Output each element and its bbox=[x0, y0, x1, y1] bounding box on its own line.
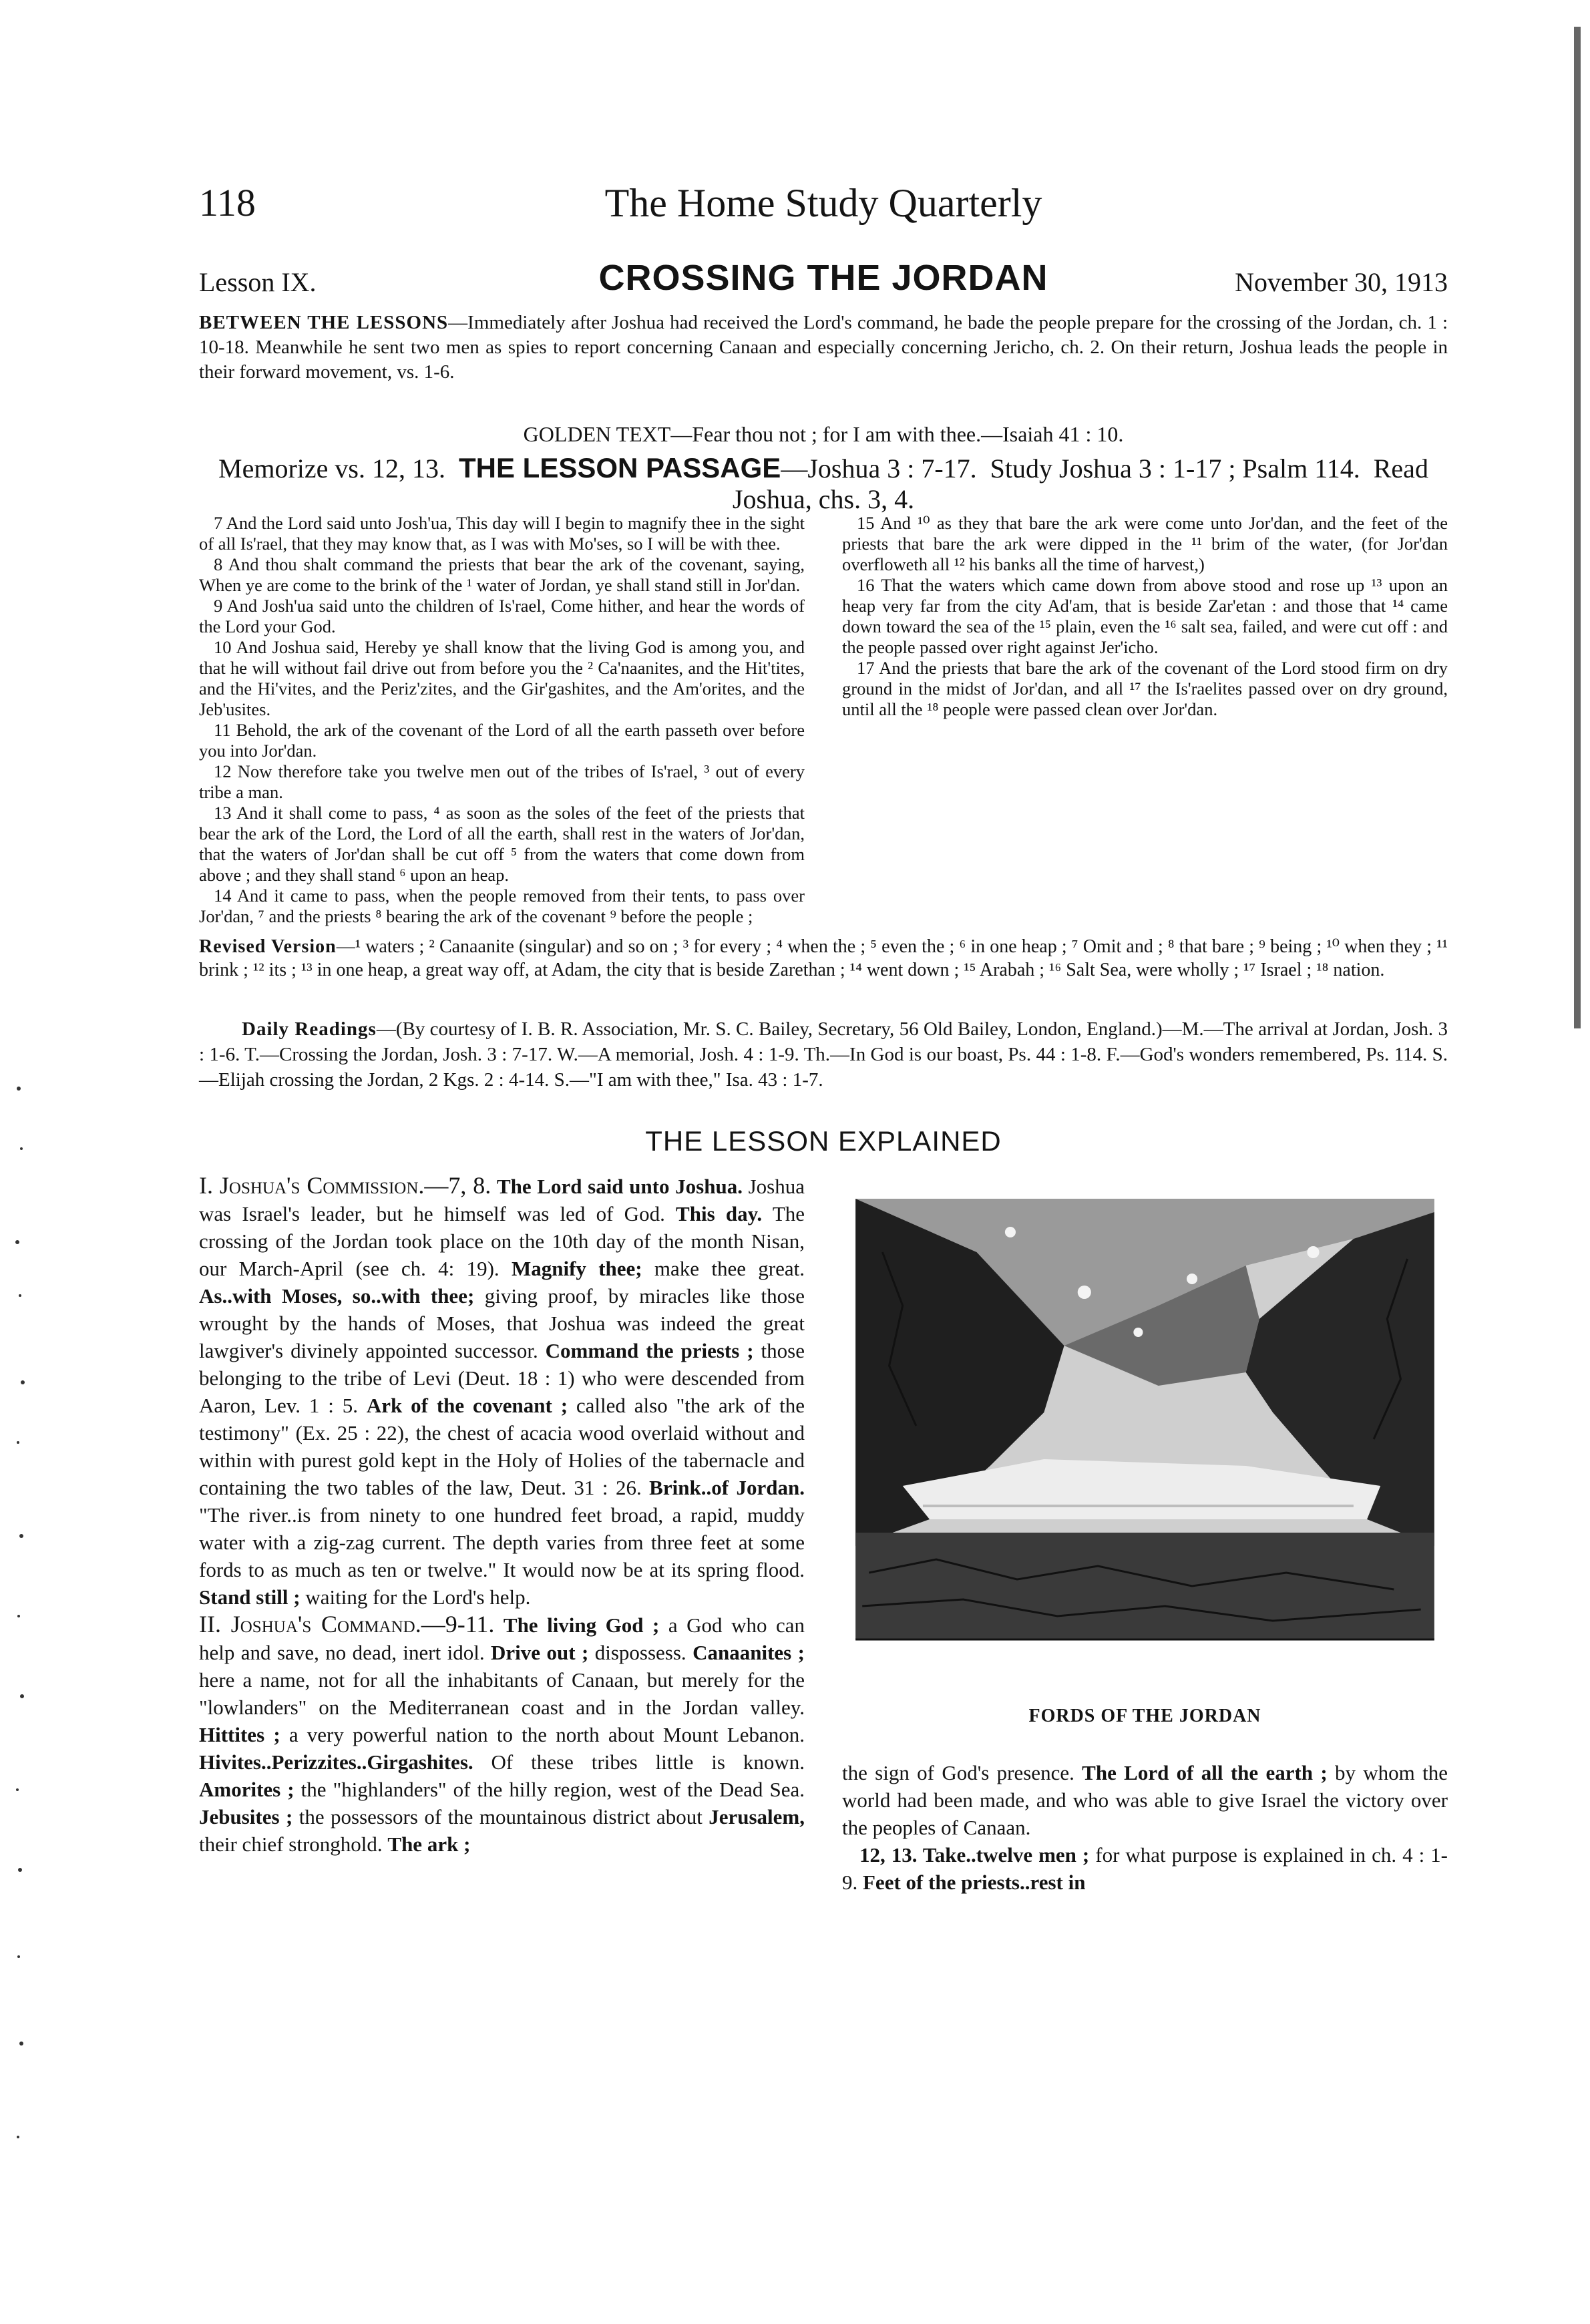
gloss: their chief stronghold. bbox=[199, 1832, 388, 1856]
term: Hittites ; bbox=[199, 1723, 280, 1746]
lesson-header bbox=[199, 257, 1448, 304]
term: The ark ; bbox=[387, 1832, 471, 1856]
gloss: dispossess. bbox=[588, 1641, 693, 1664]
command-heading: II. Joshua's Command.—9-11. bbox=[199, 1611, 495, 1637]
gloss: giving proof, by miracles like those wrought by the hands of Moses, that Joshua was indeed the great lawgiver's divinely appointed successor. bbox=[199, 1284, 805, 1362]
verse-13: 13 And it shall come to pass, ⁴ as soon as the soles of the feet of the priests that bear the ark of the Lord, the Lord of all the earth, shall rest in the waters of Jor'dan, that the waters of Jor'dan shall be cut off ⁵ from the waters that come down from above ; and they shall stand ⁶ upon an heap. bbox=[199, 803, 805, 885]
margin-specks bbox=[12, 1069, 32, 2204]
fords-of-jordan-figure bbox=[842, 1172, 1448, 1730]
verse-8: 8 And thou shalt command the priests that bear the ark of the covenant, saying, When ye are come to the brink of the ¹ water of Jordan, ye shall stand still in Jor'dan. bbox=[199, 554, 805, 595]
term: Magnify thee; bbox=[511, 1257, 642, 1280]
gloss: called also "the ark of the testimony" (Ex. 25 : 22), the chest of acacia wood overlaid without and within with purest gold kept in the Holy of Holies of the tabernacle and containing the two tables of the law, Deut. 31 : 26. bbox=[199, 1394, 805, 1499]
section-command bbox=[199, 1611, 805, 1858]
gloss: The crossing of the Jordan took place on the 10th day of the month Nisan, our March-April (see ch. 4: 19). bbox=[199, 1202, 805, 1280]
verse-17: 17 And the priests that bare the ark of the covenant of the Lord stood firm on dry ground in the midst of Jor'dan, and all ¹⁷ the Is'raelites passed over on dry ground, until all the ¹⁸ people were passed clean over Jor'dan. bbox=[842, 658, 1448, 719]
verse-12: 12 Now therefore take you twelve men out of the tribes of Is'rael, ³ out of every tribe a man. bbox=[199, 761, 805, 802]
gloss: those belonging to the tribe of Levi (Deut. 18 : 1) who were descended from Aaron, Lev. 1 : 5. bbox=[199, 1339, 805, 1417]
gloss: by whom the world had been made, and who was able to give Israel the victory over the peoples of Canaan. bbox=[842, 1761, 1448, 1839]
verse-16: 16 That the waters which came down from above stood and rose up ¹³ upon an heap very far from the city Ad'am, that is beside Zar'etan : and those that ¹⁴ came down toward the sea of the ¹⁵ plain, even the ¹⁶ salt sea, failed, and were cut off : and the people passed over right against Jer'icho. bbox=[842, 575, 1448, 657]
gloss: the sign of God's presence. bbox=[842, 1761, 1082, 1784]
verse-7: 7 And the Lord said unto Josh'ua, This day will I begin to magnify thee in the sight of all Is'rael, that they may know that, as I was with Mo'ses, so I will be with thee. bbox=[199, 513, 805, 554]
term: Feet of the priests..rest in bbox=[863, 1871, 1086, 1894]
term: As..with Moses, so..with thee; bbox=[199, 1284, 475, 1308]
lesson-explained-heading: THE LESSON EXPLAINED bbox=[645, 1125, 1002, 1157]
lesson-explained bbox=[199, 1172, 1448, 2227]
between-the-lessons bbox=[199, 311, 1448, 385]
page-edge-mark bbox=[1574, 27, 1581, 1028]
passage-title: THE LESSON PASSAGE bbox=[459, 452, 781, 483]
verse-9: 9 And Josh'ua said unto the children of Is'rael, Come hither, and hear the words of the Lord your God. bbox=[199, 596, 805, 636]
read-ref: Read Joshua, chs. 3, 4. bbox=[732, 453, 1428, 514]
gloss: waiting for the Lord's help. bbox=[300, 1585, 531, 1609]
term: The living God ; bbox=[503, 1613, 660, 1637]
term: Drive out ; bbox=[491, 1641, 589, 1664]
section-command-cont bbox=[842, 1759, 1448, 1841]
revised-text: —¹ waters ; ² Canaanite (singular) and so on ; ³ for every ; ⁴ when the ; ⁵ even the ; ⁶ in one heap ; ⁷ Omit and ; ⁸ that bare ; ⁹ being ; ¹⁰ when they ; ¹¹ brink ; ¹² its ; ¹³ in one heap, a great way off, at Adam, the city that is beside Zarethan ; ¹⁴ went down ; ¹⁵ Arabah ; ¹⁶ Salt Sea, were wholly ; ¹⁷ Israel ; ¹⁸ nation. bbox=[199, 936, 1448, 980]
term: Stand still ; bbox=[199, 1585, 301, 1609]
page-number: 118 bbox=[199, 181, 256, 224]
term: Amorites ; bbox=[199, 1778, 294, 1801]
term: The Lord said unto Joshua. bbox=[496, 1175, 743, 1198]
lesson-date: November 30, 1913 bbox=[1235, 267, 1448, 297]
passage-ref: —Joshua 3 : 7-17. bbox=[781, 453, 977, 483]
term: Brink..of Jordan. bbox=[649, 1476, 805, 1499]
commission-heading: I. Joshua's Commission.—7, 8. bbox=[199, 1172, 491, 1199]
between-text: —Immediately after Joshua had received the Lord's command, he bade the people prepare for the crossing of the Jordan, ch. 1 : 10-18. Meanwhile he sent two men as spies to report concerning Canaan and especially concerning Jericho, ch. 2. On their return, Joshua leads the people in their forward movement, vs. 1-6. bbox=[199, 312, 1448, 383]
term: The Lord of all the earth ; bbox=[1082, 1761, 1328, 1784]
verse-10: 10 And Joshua said, Hereby ye shall know that the living God is among you, and that he will without fail drive out from before you the ² Ca'naanites, and the Hit'tites, and the Hi'vites, and the Periz'zites, and the Gir'gashites, and the Am'orites, and the Jeb'usites. bbox=[199, 637, 805, 719]
between-label: BETWEEN THE LESSONS bbox=[199, 312, 449, 333]
gloss: the "highlanders" of the hilly region, west of the Dead Sea. bbox=[294, 1778, 805, 1801]
lesson-number: Lesson IX. bbox=[199, 267, 317, 297]
term: This day. bbox=[676, 1202, 763, 1225]
verse-15: 15 And ¹⁰ as they that bare the ark were come unto Jor'dan, and the feet of the priests that bare the ark were dipped in the ¹¹ brim of the water, (for Jor'dan overfloweth all ¹² his banks all the time of harvest,) bbox=[842, 513, 1448, 574]
figure-caption: FORDS OF THE JORDAN bbox=[1028, 1706, 1261, 1726]
gloss: Of these tribes little is known. bbox=[473, 1750, 805, 1774]
running-head bbox=[199, 180, 1448, 240]
gloss: a very powerful nation to the north about Mount Lebanon. bbox=[280, 1723, 805, 1746]
gloss: the possessors of the mountainous district about bbox=[292, 1805, 709, 1828]
gloss: a God who can help and save, no dead, inert idol. bbox=[199, 1613, 805, 1664]
engraving-image bbox=[842, 1172, 1448, 1680]
verse-14: 14 And it came to pass, when the people removed from their tents, to pass over Jor'dan, ⁷ and the priests ⁸ bearing the ark of the covenant ⁹ before the people ; bbox=[199, 886, 805, 926]
term: Ark of the covenant ; bbox=[366, 1394, 568, 1417]
readings-label: Daily Readings bbox=[242, 1018, 377, 1040]
section-commission bbox=[199, 1172, 805, 1611]
gloss: make thee great. bbox=[642, 1257, 805, 1280]
section-verses-12-13 bbox=[842, 1841, 1448, 1896]
study-ref: Study Joshua 3 : 1-17 ; Psalm 114. bbox=[990, 453, 1360, 483]
gloss: Joshua was Israel's leader, but he himself was led of God. bbox=[199, 1175, 805, 1225]
gloss: for what purpose is explained in ch. 4 : 1-9. bbox=[842, 1843, 1448, 1894]
golden-text: GOLDEN TEXT—Fear thou not ; for I am with thee.—Isaiah 41 : 10. bbox=[523, 422, 1124, 446]
daily-readings bbox=[199, 1016, 1448, 1093]
term: Command the priests ; bbox=[545, 1339, 754, 1362]
term: Hivites..Perizzites..Girgashites. bbox=[199, 1750, 473, 1774]
term: 12, 13. bbox=[859, 1843, 918, 1867]
gloss: "The river..is from ninety to one hundred feet broad, a rapid, muddy water with a zig-zag current. The depth varies from three feet at some fords to as much as ten or twelve." It would now be at its spring flood. bbox=[199, 1503, 805, 1581]
journal-title: The Home Study Quarterly bbox=[604, 181, 1042, 225]
memorize-verses: Memorize vs. 12, 13. bbox=[218, 453, 445, 483]
term: Take..twelve men ; bbox=[917, 1843, 1090, 1867]
term: Jerusalem, bbox=[709, 1805, 805, 1828]
revised-version bbox=[199, 935, 1448, 982]
term: Jebusites ; bbox=[199, 1805, 293, 1828]
memorize-line bbox=[199, 453, 1448, 515]
term: Canaanites ; bbox=[692, 1641, 805, 1664]
verse-11: 11 Behold, the ark of the covenant of the Lord of all the earth passeth over before you into Jor'dan. bbox=[199, 720, 805, 761]
scripture-passage bbox=[199, 513, 1448, 934]
gloss: here a name, not for all the inhabitants of Canaan, but merely for the "lowlanders" on the Mediterranean coast and in the Jordan valley. bbox=[199, 1668, 805, 1719]
page bbox=[199, 167, 1448, 2257]
readings-text: —(By courtesy of I. B. R. Association, Mr. S. C. Bailey, Secretary, 56 Old Bailey, London, England.)—M.—The arrival at Jordan, Josh. 3 : 1-6. T.—Crossing the Jordan, Josh. 3 : 7-17. W.—A memorial, Josh. 4 : 1-9. Th.—In God is our boast, Ps. 44 : 1-8. F.—God's wonders remembered, Ps. 114. S.—Elijah crossing the Jordan, 2 Kgs. 2 : 4-14. S.—"I am with thee," Isa. 43 : 1-7. bbox=[199, 1018, 1448, 1091]
lesson-title: CROSSING THE JORDAN bbox=[598, 258, 1048, 298]
revised-label: Revised Version bbox=[199, 936, 337, 957]
